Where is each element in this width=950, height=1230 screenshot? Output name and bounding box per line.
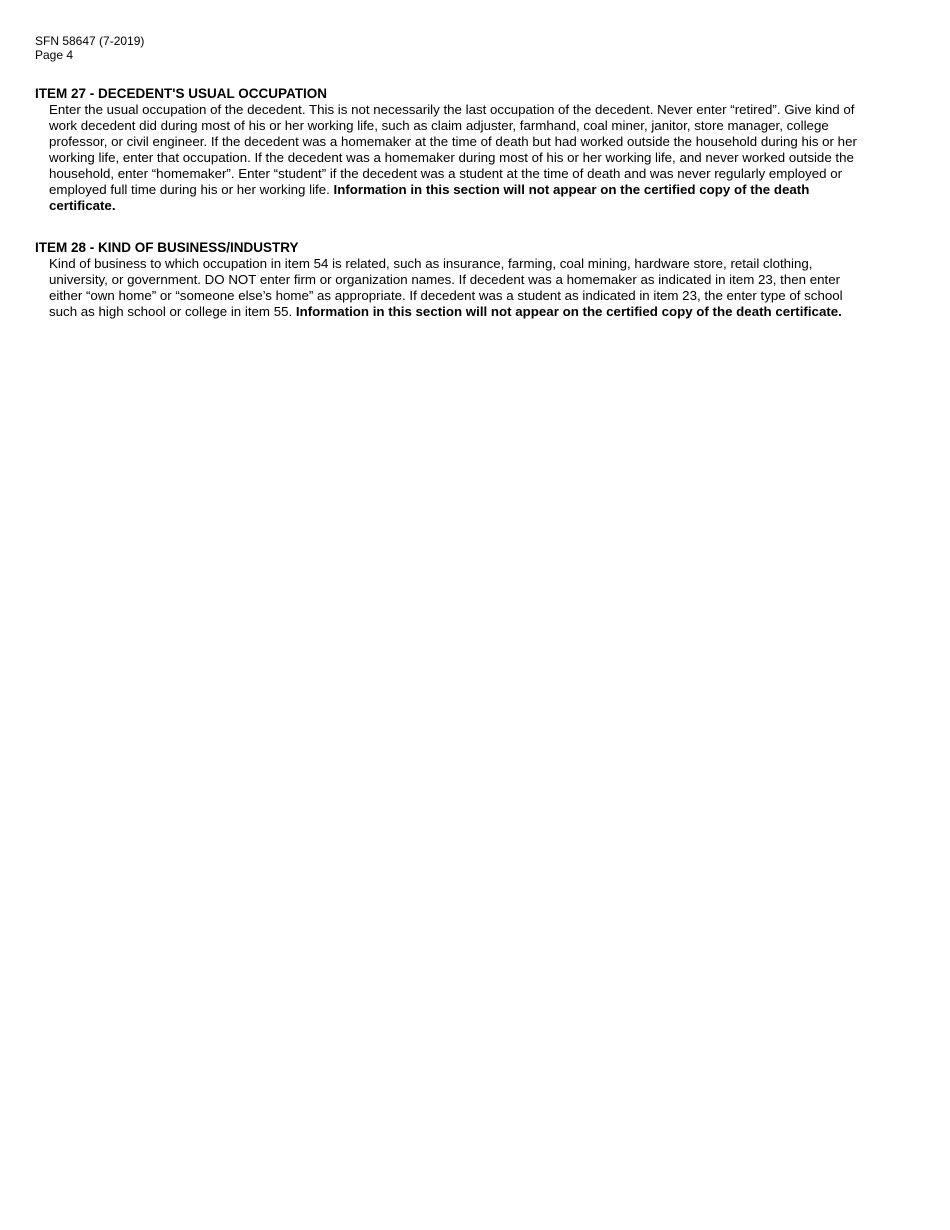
item-28-title: ITEM 28 - KIND OF BUSINESS/INDUSTRY [35,240,299,255]
body-line: household, enter “homemaker”. Enter “student” if the decedent was a student at the time of death and was never regularly employed or [49,166,843,181]
body-line: work decedent did during most of his or her working life, such as claim adjuster, farmhand, coal miner, janitor, store manager, college [49,118,829,133]
body-text: employed full time during his or her working life. [49,182,334,197]
item-28-body [49,256,905,320]
body-line [49,182,905,198]
item-27-title: ITEM 27 - DECEDENT'S USUAL OCCUPATION [35,86,327,101]
item-28-section [35,240,905,320]
body-line: professor, or civil engineer. If the decedent was a homemaker at the time of death but had worked outside the household during his or her [49,134,857,149]
body-line: Enter the usual occupation of the decedent. This is not necessarily the last occupation of the decedent. Never enter “retired”. Give kind of [49,102,855,117]
body-line: working life, enter that occupation. If the decedent was a homemaker during most of his or her working life, and never worked outside the [49,150,854,165]
body-line: university, or government. DO NOT enter firm or organization names. If decedent was a homemaker as indicated in item 23, then enter [49,272,841,287]
notice-text: Information in this section will not appear on the certified copy of the death certificate. [295,304,842,319]
body-text: such as high school or college in item 55. [49,304,296,319]
form-number: SFN 58647 (7-2019) [35,34,145,48]
body-line [49,304,905,320]
body-line: Kind of business to which occupation in item 54 is related, such as insurance, farming, coal mining, hardware store, retail clothing, [49,256,813,271]
body-line: either “own home” or “someone else’s home” as appropriate. If decedent was a student as indicated in item 23, the enter type of school [49,288,843,303]
page-number: Page 4 [35,48,74,62]
notice-text: Information in this section will not appear on the certified copy of the death [333,182,810,197]
page-header [35,34,144,62]
body-line [49,198,905,214]
item-27-body [49,102,905,214]
notice-text: certificate. [49,198,116,213]
item-27-section [35,86,905,214]
